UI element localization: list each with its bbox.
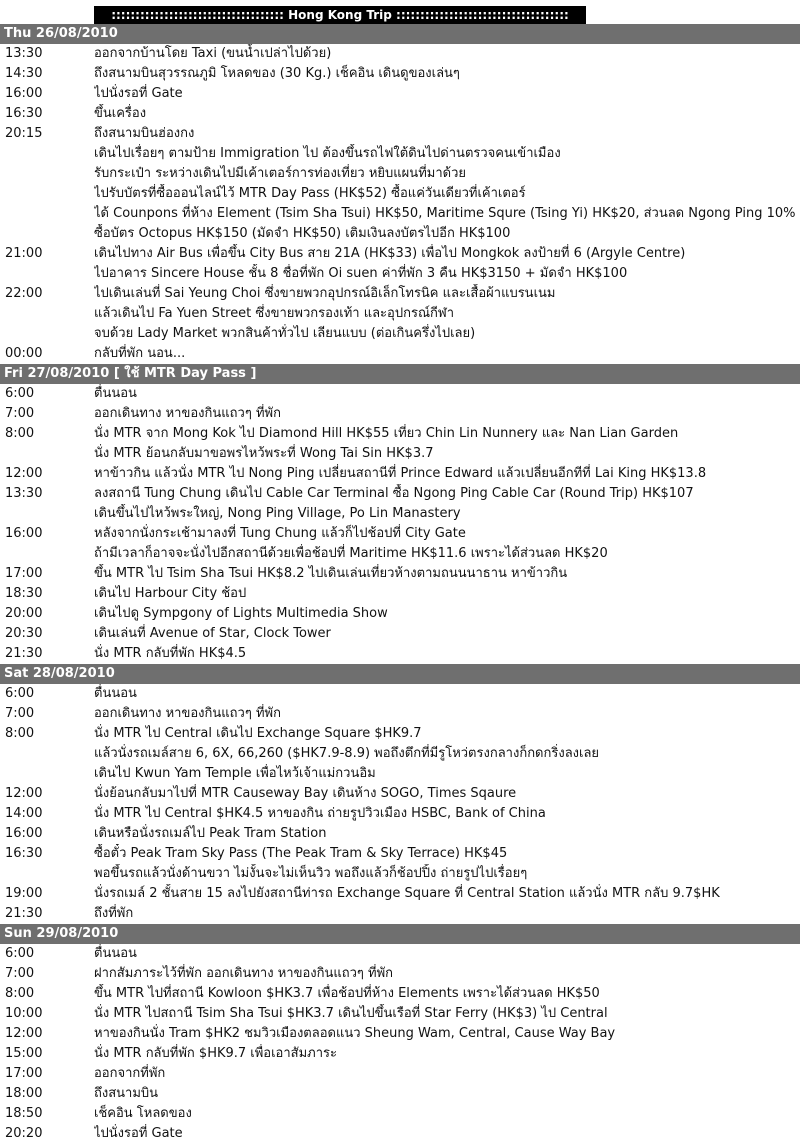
- schedule-row: [0, 744, 800, 764]
- schedule-time: 7:00: [5, 966, 35, 981]
- schedule-description: เดินไปทาง Air Bus เพื่อขึ้น City Bus สาย 21A (HK$33) เพื่อไป Mongkok ลงป้ายที่ 6 (Argyle Centre): [94, 246, 686, 261]
- schedule-time: 18:50: [5, 1106, 43, 1121]
- schedule-time: 8:00: [5, 426, 35, 441]
- schedule-description: เช็คอิน โหลดของ: [94, 1106, 192, 1121]
- schedule-row: [0, 984, 800, 1004]
- day-header: Sat 28/08/2010: [0, 664, 800, 684]
- day-header: Fri 27/08/2010 [ ใช้ MTR Day Pass ]: [0, 364, 800, 384]
- schedule-time: 15:00: [5, 1046, 43, 1061]
- schedule-description: นั่งรถเมล์ 2 ชั้นสาย 15 ลงไปยังสถานีท่ารถ Exchange Square ที่ Central Station แล้วนั่ง MTR กลับ 9.7$HK: [94, 886, 720, 901]
- schedule-description: ตื่นนอน: [94, 946, 137, 961]
- schedule-time: 22:00: [5, 286, 43, 301]
- schedule-description: ไปนั่งรอที่ Gate: [94, 86, 183, 101]
- schedule-description: ไปอาคาร Sincere House ชั้น 8 ชื่อที่พัก Oi suen ค่าที่พัก 3 คืน HK$3150 + มัดจำ HK$100: [94, 266, 628, 281]
- schedule-time: 6:00: [5, 686, 35, 701]
- schedule-description: ออกจากบ้านโดย Taxi (ขนน้ำเปล่าไปด้วย): [94, 46, 332, 61]
- itinerary-days: [0, 24, 800, 1144]
- schedule-description: นั่ง MTR กลับที่พัก HK$4.5: [94, 646, 247, 661]
- schedule-row: [0, 124, 800, 144]
- schedule-description: ถึงสนามบินสุวรรณภูมิ โหลดของ (30 Kg.) เช็คอิน เดินดูของเล่นๆ: [94, 66, 460, 81]
- schedule-time: 7:00: [5, 706, 35, 721]
- schedule-row: [0, 804, 800, 824]
- schedule-row: [0, 1084, 800, 1104]
- schedule-description: ออกจากที่พัก: [94, 1066, 166, 1081]
- schedule-row: [0, 504, 800, 524]
- day-header: Sun 29/08/2010: [0, 924, 800, 944]
- schedule-time: 12:00: [5, 1026, 43, 1041]
- schedule-description: นั่ง MTR ไปสถานี Tsim Sha Tsui $HK3.7 เดินไปขึ้นเรือที่ Star Ferry (HK$3) ไป Central: [94, 1006, 608, 1021]
- schedule-description: นั่ง MTR ย้อนกลับมาขอพรไหว้พระที่ Wong Tai Sin HK$3.7: [94, 446, 434, 461]
- schedule-description: ไปนั่งรอที่ Gate: [94, 1126, 183, 1141]
- schedule-description: จบด้วย Lady Market พวกสินค้าทั่วไป เลียนแบบ (ต่อเกินครึ่งไปเลย): [94, 326, 476, 341]
- day-section: [0, 924, 800, 1144]
- schedule-row: [0, 144, 800, 164]
- schedule-time: 8:00: [5, 986, 35, 1001]
- schedule-time: 00:00: [5, 346, 43, 361]
- schedule-description: เดินไป Kwun Yam Temple เพื่อไหว้เจ้าแม่กวนอิม: [94, 766, 376, 781]
- schedule-row: [0, 524, 800, 544]
- schedule-description: หาของกินนั่ง Tram $HK2 ชมวิวเมืองตลอดแนว Sheung Wam, Central, Cause Way Bay: [94, 1026, 616, 1041]
- schedule-row: [0, 684, 800, 704]
- schedule-time: 7:00: [5, 406, 35, 421]
- schedule-description: ถ้ามีเวลาก็อาจจะนั่งไปอีกสถานีด้วยเพื่อช้อปที่ Maritime HK$11.6 เพราะได้ส่วนลด HK$20: [94, 546, 608, 561]
- schedule-row: [0, 1104, 800, 1124]
- schedule-time: 18:00: [5, 1086, 43, 1101]
- day-section: [0, 664, 800, 924]
- schedule-row: [0, 464, 800, 484]
- schedule-description: ถึงสนามบิน: [94, 1086, 159, 1101]
- schedule-row: [0, 884, 800, 904]
- schedule-description: ซื้อบัตร Octopus HK$150 (มัดจำ HK$50) เติมเงินลงบัตรไปอีก HK$100: [94, 226, 511, 241]
- schedule-description: เดินไป Harbour City ช้อป: [94, 586, 247, 601]
- schedule-row: [0, 544, 800, 564]
- schedule-row: [0, 644, 800, 664]
- schedule-description: ออกเดินทาง หาของกินแถวๆ ที่พัก: [94, 706, 281, 721]
- schedule-description: ซื้อตั๋ว Peak Tram Sky Pass (The Peak Tram & Sky Terrace) HK$45: [94, 846, 508, 861]
- schedule-row: [0, 164, 800, 184]
- schedule-description: นั่ง MTR ไป Central เดินไป Exchange Square $HK9.7: [94, 726, 422, 741]
- schedule-time: 16:00: [5, 826, 43, 841]
- schedule-time: 14:30: [5, 66, 43, 81]
- schedule-description: ได้ Counpons ที่ห้าง Element (Tsim Sha Tsui) HK$50, Maritime Squre (Tsing Yi) HK$20, ส่วนลด Ngong Ping 10%: [94, 206, 796, 221]
- schedule-row: [0, 224, 800, 244]
- schedule-row: [0, 584, 800, 604]
- schedule-description: นั่งย้อนกลับมาไปที่ MTR Causeway Bay เดินห้าง SOGO, Times Sqaure: [94, 786, 517, 801]
- schedule-description: แล้วเดินไป Fa Yuen Street ซึ่งขายพวกรองเท้า และอุปกรณ์กีฬา: [94, 306, 455, 321]
- schedule-row: [0, 784, 800, 804]
- schedule-row: [0, 864, 800, 884]
- schedule-description: ไปรับบัตรที่ซื้อออนไลน์ไว้ MTR Day Pass (HK$52) ซื้อแค่วันเดียวที่เค้าเตอร์: [94, 186, 526, 201]
- schedule-time: 16:30: [5, 846, 43, 861]
- schedule-row: [0, 444, 800, 464]
- schedule-description: นั่ง MTR จาก Mong Kok ไป Diamond Hill HK$55 เที่ยว Chin Lin Nunnery และ Nan Lian Garden: [94, 426, 679, 441]
- schedule-row: [0, 384, 800, 404]
- schedule-time: 6:00: [5, 386, 35, 401]
- schedule-time: 17:00: [5, 1066, 43, 1081]
- schedule-row: [0, 204, 800, 224]
- schedule-description: พอขึ้นรถแล้วนั่งด้านขวา ไม่งั้นจะไม่เห็นวิว พอถึงแล้วก็ช้อปปิ้ง ถ่ายรูปไปเรื่อยๆ: [94, 866, 528, 881]
- schedule-time: 20:30: [5, 626, 43, 641]
- schedule-description: เดินไปดู Sympgony of Lights Multimedia Show: [94, 606, 388, 621]
- schedule-row: [0, 44, 800, 64]
- schedule-row: [0, 484, 800, 504]
- day-header: Thu 26/08/2010: [0, 24, 800, 44]
- schedule-time: 12:00: [5, 786, 43, 801]
- schedule-row: [0, 904, 800, 924]
- schedule-row: [0, 844, 800, 864]
- schedule-row: [0, 1064, 800, 1084]
- schedule-row: [0, 104, 800, 124]
- schedule-row: [0, 84, 800, 104]
- schedule-row: [0, 424, 800, 444]
- schedule-row: [0, 184, 800, 204]
- schedule-description: หาข้าวกิน แล้วนั่ง MTR ไป Nong Ping เปลี่ยนสถานีที่ Prince Edward แล้วเปลี่ยนอีกทีที่ Lai King HK$13.8: [94, 466, 707, 481]
- schedule-row: [0, 724, 800, 744]
- schedule-time: 18:30: [5, 586, 43, 601]
- schedule-description: รับกระเป๋า ระหว่างเดินไปมีเค้าเตอร์การท่องเที่ยว หยิบแผนที่มาด้วย: [94, 166, 466, 181]
- schedule-row: [0, 344, 800, 364]
- schedule-description: ตื่นนอน: [94, 386, 137, 401]
- schedule-time: 20:00: [5, 606, 43, 621]
- schedule-description: ฝากสัมภาระไว้ที่พัก ออกเดินทาง หาของกินแถวๆ ที่พัก: [94, 966, 394, 981]
- page-title: :::::::::::::::::::::::::::::::::::: Hong Kong Trip ::::::::::::::::::::::::::::::::::::: [94, 6, 586, 24]
- schedule-row: [0, 564, 800, 584]
- schedule-description: ถึงที่พัก: [94, 906, 134, 921]
- schedule-description: เดินหรือนั่งรถเมล์ไป Peak Tram Station: [94, 826, 327, 841]
- schedule-time: 13:30: [5, 486, 43, 501]
- schedule-time: 21:30: [5, 906, 43, 921]
- schedule-time: 16:00: [5, 86, 43, 101]
- schedule-time: 16:00: [5, 526, 43, 541]
- schedule-description: ลงสถานี Tung Chung เดินไป Cable Car Terminal ซื้อ Ngong Ping Cable Car (Round Trip) HK$107: [94, 486, 694, 501]
- schedule-description: กลับที่พัก นอน...: [94, 346, 186, 361]
- schedule-time: 21:30: [5, 646, 43, 661]
- schedule-description: ขึ้นเครื่อง: [94, 106, 147, 121]
- schedule-row: [0, 964, 800, 984]
- schedule-description: เดินขึ้นไปไหว้พระใหญ่, Nong Ping Village, Po Lin Manastery: [94, 506, 461, 521]
- schedule-description: ขึ้น MTR ไป Tsim Sha Tsui HK$8.2 ไปเดินเล่นเที่ยวห้างตามถนนนาธาน หาข้าวกิน: [94, 566, 568, 581]
- schedule-description: นั่ง MTR กลับที่พัก $HK9.7 เพื่อเอาสัมภาระ: [94, 1046, 338, 1061]
- schedule-description: ไปเดินเล่นที่ Sai Yeung Choi ซึ่งขายพวกอุปกรณ์อิเล็กโทรนิค และเสื้อผ้าแบรนเนม: [94, 286, 556, 301]
- schedule-description: หลังจากนั่งกระเช้ามาลงที่ Tung Chung แล้วก็ไปช้อปที่ City Gate: [94, 526, 466, 541]
- schedule-row: [0, 304, 800, 324]
- schedule-description: ขึ้น MTR ไปที่สถานี Kowloon $HK3.7 เพื่อช้อปที่ห้าง Elements เพราะได้ส่วนลด HK$50: [94, 986, 600, 1001]
- schedule-description: ถึงสนามบินฮ่องกง: [94, 126, 195, 141]
- schedule-description: ตื่นนอน: [94, 686, 137, 701]
- day-section: [0, 24, 800, 364]
- schedule-time: 20:20: [5, 1126, 43, 1141]
- schedule-row: [0, 624, 800, 644]
- schedule-row: [0, 404, 800, 424]
- schedule-row: [0, 824, 800, 844]
- schedule-time: 16:30: [5, 106, 43, 121]
- schedule-row: [0, 244, 800, 264]
- schedule-row: [0, 324, 800, 344]
- schedule-row: [0, 264, 800, 284]
- schedule-description: ออกเดินทาง หาของกินแถวๆ ที่พัก: [94, 406, 281, 421]
- schedule-row: [0, 1124, 800, 1144]
- schedule-time: 17:00: [5, 566, 43, 581]
- schedule-row: [0, 1004, 800, 1024]
- schedule-description: เดินเล่นที่ Avenue of Star, Clock Tower: [94, 626, 331, 641]
- schedule-time: 8:00: [5, 726, 35, 741]
- schedule-time: 13:30: [5, 46, 43, 61]
- schedule-row: [0, 64, 800, 84]
- schedule-description: เดินไปเรื่อยๆ ตามป้าย Immigration ไป ต้องขึ้นรถไฟใต้ดินไปด่านตรวจคนเข้าเมือง: [94, 146, 561, 161]
- schedule-time: 21:00: [5, 246, 43, 261]
- schedule-time: 20:15: [5, 126, 43, 141]
- day-section: [0, 364, 800, 664]
- schedule-row: [0, 704, 800, 724]
- schedule-description: นั่ง MTR ไป Central $HK4.5 หาของกิน ถ่ายรูปวิวเมือง HSBC, Bank of China: [94, 806, 546, 821]
- schedule-time: 19:00: [5, 886, 43, 901]
- schedule-row: [0, 604, 800, 624]
- schedule-row: [0, 1024, 800, 1044]
- schedule-time: 12:00: [5, 466, 43, 481]
- schedule-row: [0, 1044, 800, 1064]
- schedule-row: [0, 284, 800, 304]
- schedule-description: แล้วนั่งรถเมล์สาย 6, 6X, 66,260 ($HK7.9-8.9) พอถึงตึกที่มีรูโหว่ตรงกลางก็กดกริ่งลงเลย: [94, 746, 600, 761]
- schedule-time: 6:00: [5, 946, 35, 961]
- schedule-time: 14:00: [5, 806, 43, 821]
- schedule-row: [0, 764, 800, 784]
- schedule-row: [0, 944, 800, 964]
- schedule-time: 10:00: [5, 1006, 43, 1021]
